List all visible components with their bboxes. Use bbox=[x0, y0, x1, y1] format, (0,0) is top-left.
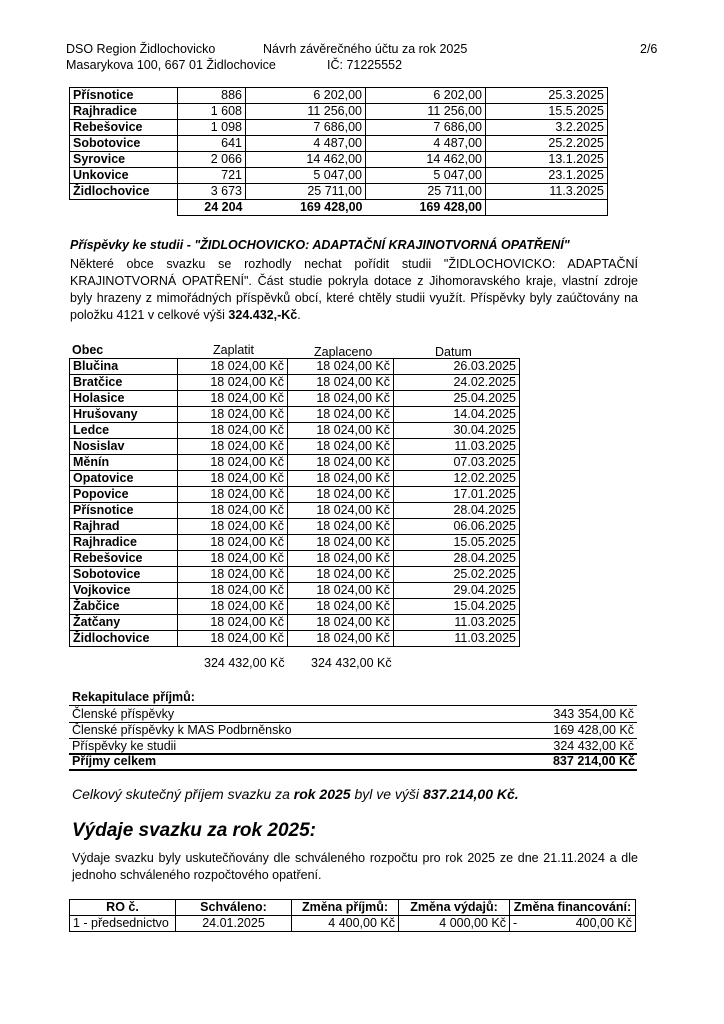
datum-cell: 25.04.2025 bbox=[394, 391, 520, 407]
zaplaceno-cell: 18 024,00 Kč bbox=[288, 551, 394, 567]
table-row bbox=[70, 120, 608, 136]
obec-cell: Ledce bbox=[70, 423, 178, 439]
amount-paid-cell: 4 487,00 bbox=[366, 136, 486, 152]
zaplaceno-cell: 18 024,00 Kč bbox=[288, 391, 394, 407]
count-cell: 3 673 bbox=[178, 184, 246, 200]
zaplatit-cell: 18 024,00 Kč bbox=[178, 631, 288, 647]
zaplaceno-cell: 18 024,00 Kč bbox=[288, 471, 394, 487]
datum-cell: 30.04.2025 bbox=[394, 423, 520, 439]
col-header-zmena-financovani: Změna financování: bbox=[510, 900, 636, 916]
datum-cell: 12.02.2025 bbox=[394, 471, 520, 487]
studie-paragraph bbox=[70, 256, 638, 324]
amount-due-cell: 14 462,00 bbox=[246, 152, 366, 168]
table-row bbox=[70, 519, 520, 535]
org-name: DSO Region Židlochovicko bbox=[66, 42, 216, 56]
zaplaceno-cell: 18 024,00 Kč bbox=[288, 503, 394, 519]
zaplatit-cell: 18 024,00 Kč bbox=[178, 583, 288, 599]
obec-cell: Přísnotice bbox=[70, 503, 178, 519]
zaplatit-cell: 18 024,00 Kč bbox=[178, 439, 288, 455]
document-title: Návrh závěrečného účtu za rok 2025 bbox=[263, 42, 468, 56]
table-row bbox=[70, 615, 520, 631]
member-contributions-table bbox=[69, 87, 608, 216]
table-row bbox=[70, 391, 520, 407]
total-count-cell: 24 204 bbox=[178, 200, 246, 216]
zaplatit-cell: 18 024,00 Kč bbox=[178, 503, 288, 519]
table-row bbox=[70, 503, 520, 519]
page-number: 2/6 bbox=[640, 42, 658, 56]
table-row bbox=[70, 136, 608, 152]
summary-text-3: . bbox=[514, 786, 519, 802]
table-row bbox=[70, 152, 608, 168]
obec-cell: Unkovice bbox=[70, 168, 178, 184]
table-row bbox=[70, 471, 520, 487]
table-row bbox=[70, 439, 520, 455]
zaplatit-cell: 18 024,00 Kč bbox=[178, 407, 288, 423]
amount-paid-cell: 6 202,00 bbox=[366, 88, 486, 104]
studie-payments-table bbox=[69, 358, 520, 647]
recap-total-label: Příjmy celkem bbox=[72, 754, 157, 768]
obec-cell: Rajhrad bbox=[70, 519, 178, 535]
col-header-obec: Obec bbox=[72, 343, 104, 357]
table-row bbox=[70, 184, 608, 200]
amount-due-cell: 7 686,00 bbox=[246, 120, 366, 136]
zaplaceno-cell: 18 024,00 Kč bbox=[288, 567, 394, 583]
financovani-sign: - bbox=[513, 916, 518, 930]
datum-cell: 11.03.2025 bbox=[394, 615, 520, 631]
income-summary bbox=[72, 786, 519, 802]
zaplaceno-cell: 18 024,00 Kč bbox=[288, 535, 394, 551]
datum-cell: 26.03.2025 bbox=[394, 359, 520, 375]
obec-cell: Nosislav bbox=[70, 439, 178, 455]
zaplaceno-cell: 18 024,00 Kč bbox=[288, 615, 394, 631]
datum-cell: 11.03.2025 bbox=[394, 631, 520, 647]
col-header-datum: Datum bbox=[435, 345, 472, 359]
table-row bbox=[70, 88, 608, 104]
amount-due-cell: 5 047,00 bbox=[246, 168, 366, 184]
zaplatit-cell: 18 024,00 Kč bbox=[178, 567, 288, 583]
table-row bbox=[70, 423, 520, 439]
table-row bbox=[70, 407, 520, 423]
budget-measures-table bbox=[69, 899, 636, 932]
table-row bbox=[70, 168, 608, 184]
prijmy-cell: 4 400,00 Kč bbox=[292, 916, 399, 932]
vydaje-cell: 4 000,00 Kč bbox=[399, 916, 510, 932]
summary-text-1: Celkový skutečný příjem svazku za bbox=[72, 786, 294, 802]
recap-label: Příspěvky ke studii bbox=[72, 739, 177, 753]
recap-label: Členské příspěvky bbox=[72, 707, 175, 721]
count-cell: 641 bbox=[178, 136, 246, 152]
amount-paid-cell: 11 256,00 bbox=[366, 104, 486, 120]
date-cell: 15.5.2025 bbox=[486, 104, 608, 120]
recap-list bbox=[69, 707, 637, 755]
zaplatit-cell: 18 024,00 Kč bbox=[178, 615, 288, 631]
studie-heading: Příspěvky ke studii - "ŽIDLOCHOVICKO: ADAPTAČNÍ KRAJINOTVORNÁ OPATŘENÍ" bbox=[70, 238, 570, 252]
table-total-row bbox=[70, 200, 608, 216]
obec-cell: Žabčice bbox=[70, 599, 178, 615]
obec-cell: Blučina bbox=[70, 359, 178, 375]
amount-due-cell: 11 256,00 bbox=[246, 104, 366, 120]
datum-cell: 28.04.2025 bbox=[394, 551, 520, 567]
table-row bbox=[70, 583, 520, 599]
obec-cell: Sobotovice bbox=[70, 136, 178, 152]
obec-cell: Vojkovice bbox=[70, 583, 178, 599]
recap-row bbox=[69, 707, 637, 723]
date-cell: 11.3.2025 bbox=[486, 184, 608, 200]
zaplatit-cell: 18 024,00 Kč bbox=[178, 423, 288, 439]
table-row bbox=[70, 916, 636, 932]
zaplaceno-cell: 18 024,00 Kč bbox=[288, 519, 394, 535]
zaplatit-cell: 18 024,00 Kč bbox=[178, 471, 288, 487]
recap-value: 324 432,00 Kč bbox=[553, 739, 634, 753]
table-row bbox=[70, 551, 520, 567]
date-cell: 13.1.2025 bbox=[486, 152, 608, 168]
obec-cell: Žatčany bbox=[70, 615, 178, 631]
recap-label: Členské příspěvky k MAS Podbrněnsko bbox=[72, 723, 292, 737]
datum-cell: 07.03.2025 bbox=[394, 455, 520, 471]
recap-value: 343 354,00 Kč bbox=[553, 707, 634, 721]
date-cell: 25.3.2025 bbox=[486, 88, 608, 104]
obec-cell: Bratčice bbox=[70, 375, 178, 391]
table-row bbox=[70, 487, 520, 503]
obec-cell: Židlochovice bbox=[70, 631, 178, 647]
summary-year: rok 2025 bbox=[293, 786, 351, 802]
col-header-zaplaceno: Zaplaceno bbox=[314, 345, 373, 359]
recap-total-value: 837 214,00 Kč bbox=[552, 754, 635, 768]
datum-cell: 25.02.2025 bbox=[394, 567, 520, 583]
zaplaceno-cell: 18 024,00 Kč bbox=[288, 487, 394, 503]
amount-paid-cell: 25 711,00 bbox=[366, 184, 486, 200]
datum-cell: 11.03.2025 bbox=[394, 439, 520, 455]
table-row bbox=[70, 104, 608, 120]
zaplatit-cell: 18 024,00 Kč bbox=[178, 551, 288, 567]
count-cell: 886 bbox=[178, 88, 246, 104]
obec-cell: Měnín bbox=[70, 455, 178, 471]
amount-paid-cell: 14 462,00 bbox=[366, 152, 486, 168]
zaplatit-cell: 18 024,00 Kč bbox=[178, 375, 288, 391]
org-address: Masarykova 100, 667 01 Židlochovice bbox=[66, 58, 276, 72]
schvaleno-cell: 24.01.2025 bbox=[176, 916, 292, 932]
obec-cell: Opatovice bbox=[70, 471, 178, 487]
datum-cell: 06.06.2025 bbox=[394, 519, 520, 535]
table-row bbox=[70, 631, 520, 647]
date-cell: 3.2.2025 bbox=[486, 120, 608, 136]
obec-cell: Rajhradice bbox=[70, 535, 178, 551]
obec-cell: Syrovice bbox=[70, 152, 178, 168]
obec-cell: Popovice bbox=[70, 487, 178, 503]
summary-amount: 837.214,00 Kč bbox=[422, 786, 515, 802]
col-header-ro: RO č. bbox=[70, 900, 176, 916]
zaplaceno-cell: 18 024,00 Kč bbox=[288, 599, 394, 615]
zaplatit-cell: 18 024,00 Kč bbox=[178, 519, 288, 535]
table-row bbox=[70, 455, 520, 471]
obec-cell: Rebešovice bbox=[70, 551, 178, 567]
table-header-row bbox=[70, 900, 636, 916]
financovani-value: 400,00 Kč bbox=[575, 916, 632, 930]
total-paid-cell: 169 428,00 bbox=[366, 200, 486, 216]
table-row bbox=[70, 567, 520, 583]
col-header-schvaleno: Schváleno: bbox=[176, 900, 292, 916]
empty-cell bbox=[70, 200, 178, 216]
zaplaceno-cell: 18 024,00 Kč bbox=[288, 583, 394, 599]
summary-text-2: byl ve výši bbox=[350, 786, 423, 802]
datum-cell: 15.04.2025 bbox=[394, 599, 520, 615]
studie-paragraph-end: . bbox=[297, 308, 301, 322]
empty-cell bbox=[486, 200, 608, 216]
obec-cell: Holasice bbox=[70, 391, 178, 407]
zaplaceno-cell: 18 024,00 Kč bbox=[288, 423, 394, 439]
amount-due-cell: 25 711,00 bbox=[246, 184, 366, 200]
count-cell: 1 608 bbox=[178, 104, 246, 120]
recap-value: 169 428,00 Kč bbox=[553, 723, 634, 737]
obec-cell: Přísnotice bbox=[70, 88, 178, 104]
total-due-cell: 169 428,00 bbox=[246, 200, 366, 216]
col-header-zmena-prijmu: Změna příjmů: bbox=[292, 900, 399, 916]
zaplaceno-cell: 18 024,00 Kč bbox=[288, 375, 394, 391]
table-row bbox=[70, 375, 520, 391]
obec-cell: Rebešovice bbox=[70, 120, 178, 136]
obec-cell: Sobotovice bbox=[70, 567, 178, 583]
recap-title: Rekapitulace příjmů: bbox=[72, 690, 195, 704]
vydaje-heading: Výdaje svazku za rok 2025: bbox=[72, 820, 316, 841]
zaplatit-cell: 18 024,00 Kč bbox=[178, 599, 288, 615]
zaplatit-cell: 18 024,00 Kč bbox=[178, 487, 288, 503]
date-cell: 23.1.2025 bbox=[486, 168, 608, 184]
zaplatit-cell: 18 024,00 Kč bbox=[178, 391, 288, 407]
table-row bbox=[70, 359, 520, 375]
zaplaceno-cell: 18 024,00 Kč bbox=[288, 407, 394, 423]
zaplaceno-cell: 18 024,00 Kč bbox=[288, 631, 394, 647]
amount-paid-cell: 5 047,00 bbox=[366, 168, 486, 184]
zaplatit-cell: 18 024,00 Kč bbox=[178, 535, 288, 551]
datum-cell: 17.01.2025 bbox=[394, 487, 520, 503]
datum-cell: 15.05.2025 bbox=[394, 535, 520, 551]
zaplaceno-cell: 18 024,00 Kč bbox=[288, 439, 394, 455]
obec-cell: Hrušovany bbox=[70, 407, 178, 423]
zaplatit-cell: 18 024,00 Kč bbox=[178, 359, 288, 375]
datum-cell: 24.02.2025 bbox=[394, 375, 520, 391]
count-cell: 1 098 bbox=[178, 120, 246, 136]
ro-cell: 1 - předsednictvo bbox=[70, 916, 176, 932]
col-header-zmena-vydaju: Změna výdajů: bbox=[399, 900, 510, 916]
studie-total-zaplatit: 324 432,00 Kč bbox=[204, 656, 285, 670]
amount-due-cell: 4 487,00 bbox=[246, 136, 366, 152]
datum-cell: 28.04.2025 bbox=[394, 503, 520, 519]
table-row bbox=[70, 535, 520, 551]
recap-row bbox=[69, 723, 637, 739]
zaplaceno-cell: 18 024,00 Kč bbox=[288, 359, 394, 375]
datum-cell: 29.04.2025 bbox=[394, 583, 520, 599]
org-ic: IČ: 71225552 bbox=[327, 58, 403, 72]
studie-amount: 324.432,-Kč bbox=[228, 308, 298, 322]
datum-cell: 14.04.2025 bbox=[394, 407, 520, 423]
obec-cell: Rajhradice bbox=[70, 104, 178, 120]
zaplaceno-cell: 18 024,00 Kč bbox=[288, 455, 394, 471]
studie-total-zaplaceno: 324 432,00 Kč bbox=[311, 656, 392, 670]
date-cell: 25.2.2025 bbox=[486, 136, 608, 152]
vydaje-paragraph: Výdaje svazku byly uskutečňovány dle schváleného rozpočtu pro rok 2025 ze dne 21.11.2024 a dle jednoho schváleného rozpočtového opatření. bbox=[72, 851, 638, 882]
count-cell: 721 bbox=[178, 168, 246, 184]
table-row bbox=[70, 599, 520, 615]
studie-paragraph-text: Některé obce svazku se rozhodly nechat pořídit studii "ŽIDLOCHOVICKO: ADAPTAČNÍ KRAJINOTVORNÁ OPATŘENÍ". Část studie pokryla dotace z Jihomoravského kraje, vlastní zdroje byly hrazeny z mimořádných příspěvků obcí, které chtěly studii využít. Příspěvky byly zaúčtovány na položku 4121 v celkové výši bbox=[70, 257, 638, 322]
zaplatit-cell: 18 024,00 Kč bbox=[178, 455, 288, 471]
financovani-cell bbox=[510, 916, 636, 932]
obec-cell: Židlochovice bbox=[70, 184, 178, 200]
amount-due-cell: 6 202,00 bbox=[246, 88, 366, 104]
count-cell: 2 066 bbox=[178, 152, 246, 168]
col-header-zaplatit: Zaplatit bbox=[213, 343, 254, 357]
amount-paid-cell: 7 686,00 bbox=[366, 120, 486, 136]
